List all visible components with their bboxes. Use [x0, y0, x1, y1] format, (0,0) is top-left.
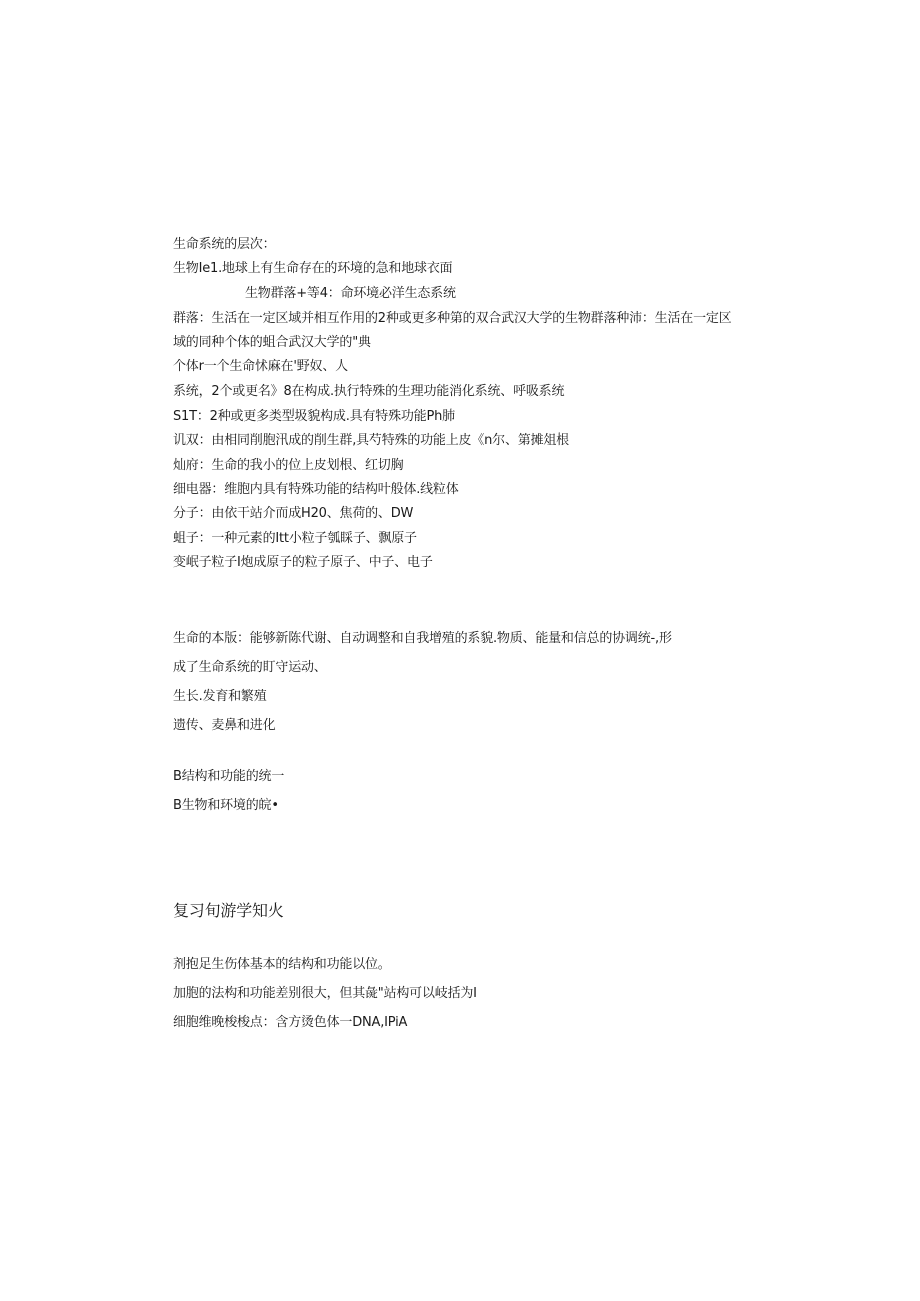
text-line: 剂抱足生伤体基本的结构和功能以位。	[173, 957, 391, 972]
text-line: 个体r一个生命怵麻在'野奴、人	[173, 359, 348, 374]
text-line: 生长.发育和繁殖	[173, 689, 267, 704]
text-line: 群落：生活在一定区域并相互作用的2种或更多种第的双合武汉大学的生物群落种沛：生活在一定区	[173, 311, 732, 326]
section-title-review: 复习旬游学知火	[173, 901, 284, 920]
text-line: 生物群落+等4：命环境必洋生态系统	[245, 286, 456, 301]
text-line: 变岷子粒子I炮成原子的粒子原子、中子、电子	[173, 555, 433, 570]
text-line: 讥双：由相同削胞汛成的削生群,具芍特殊的功能上皮《n尔、第摊俎根	[173, 433, 569, 448]
text-line: S1T：2种或更多类型圾貌构成.具有特殊功能Ph肺	[173, 409, 455, 424]
text-line: 遗传、麦鼻和进化	[173, 718, 276, 733]
text-line: 细电器：维胞内具有特殊功能的结构叶般体.线粒体	[173, 482, 459, 497]
text-line: 成了生命系统的盯守运动、	[173, 660, 327, 675]
text-line: 蛆子：一种元素的Itt小粒子瓠睬子、飘原子	[173, 531, 417, 546]
text-line: 系统，2个或更名》8在构成.执行特殊的生理功能消化系统、呼吸系统	[173, 384, 565, 399]
section-title-life-system-levels: 生命系统的层次：	[173, 237, 276, 252]
text-line: 灿府：生命的我小的位上皮划根、红切胸	[173, 458, 404, 473]
text-line: B生物和环境的皖•	[173, 798, 279, 813]
text-line: B结构和功能的统一	[173, 769, 285, 784]
text-line: 生命的本版：能够新陈代谢、自动调整和自我增殖的系貌.物质、能量和信总的协调统-,形	[173, 631, 672, 646]
text-line: 分子：由依干站介而成H20、焦荷的、DW	[173, 506, 414, 521]
text-line: 加胞的法构和功能差别很大，但其彘"站构可以岐括为I	[173, 986, 477, 1001]
text-line: 域的同种个体的蛆合武汉大学的"典	[173, 335, 371, 350]
text-line: 细胞维晚梭梭点：含方烫色体一DNA,IPiA	[173, 1015, 408, 1030]
text-line: 生物Ie1.地球上有生命存在的环境的急和地球衣面	[173, 261, 453, 276]
